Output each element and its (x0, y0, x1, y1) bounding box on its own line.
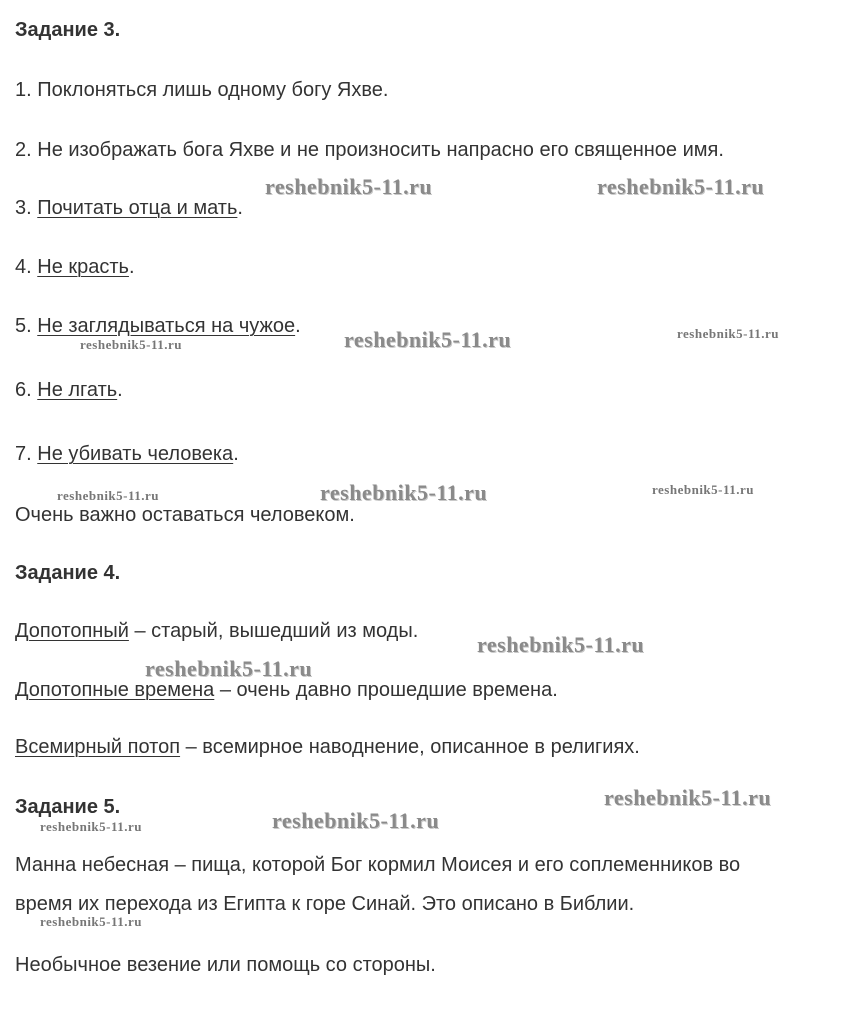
watermark: reshebnik5-11.ru (272, 808, 440, 833)
item-text: Не изображать бога Яхве и не произносить напрасно его священное имя. (37, 139, 724, 161)
task3-conclusion: Очень важно оставаться человеком. (15, 504, 355, 526)
def-term: Допотопный (15, 620, 129, 642)
task3-item-5 (15, 314, 301, 338)
item-underlined-text: Не заглядываться на чужое (37, 315, 296, 337)
item-underlined-text: Не лгать (37, 379, 118, 401)
watermark: reshebnik5-11.ru (320, 480, 488, 505)
task3-item-7 (15, 442, 239, 466)
item-number: 1. (15, 79, 38, 101)
item-number: 3. (15, 197, 38, 219)
item-punct: . (117, 379, 123, 401)
task4-heading: Задание 4. (15, 562, 121, 584)
task3-item-2 (15, 138, 724, 162)
item-punct: . (237, 197, 243, 219)
item-number: 7. (15, 443, 38, 465)
task4-def-1 (15, 619, 418, 643)
def-text: – старый, вышедший из моды. (128, 620, 419, 642)
watermark: reshebnik5-11.ru (477, 632, 645, 657)
task5-paragraph-line-2: время их перехода из Египта к горе Синай. Это описано в Библии. (15, 893, 635, 915)
watermark: reshebnik5-11.ru (604, 785, 772, 810)
def-text: – очень давно прошедшие времена. (214, 679, 558, 701)
def-text: – всемирное наводнение, описанное в религиях. (180, 736, 640, 758)
watermark: reshebnik5-11.ru (80, 337, 183, 352)
watermark: reshebnik5-11.ru (597, 174, 765, 199)
watermark: reshebnik5-11.ru (57, 488, 160, 503)
def-term: Допотопные времена (15, 679, 215, 701)
watermark: reshebnik5-11.ru (145, 656, 313, 681)
item-punct: . (295, 315, 301, 337)
task3-item-3 (15, 196, 243, 220)
item-number: 4. (15, 256, 38, 278)
item-number: 2. (15, 139, 38, 161)
item-underlined-text: Почитать отца и мать (37, 197, 238, 219)
item-text: Поклоняться лишь одному богу Яхве. (37, 79, 389, 101)
task5-paragraph-line-1: Манна небесная – пища, которой Бог кормил Моисея и его соплеменников во (15, 854, 741, 876)
watermark: reshebnik5-11.ru (40, 914, 143, 929)
task3-item-4 (15, 255, 135, 279)
item-underlined-text: Не красть (37, 256, 129, 278)
task3-item-1 (15, 78, 388, 102)
watermark: reshebnik5-11.ru (652, 482, 755, 497)
task3-heading: Задание 3. (15, 19, 121, 41)
item-underlined-text: Не убивать человека (37, 443, 234, 465)
task5-paragraph-2: Необычное везение или помощь со стороны. (15, 954, 436, 976)
item-punct: . (128, 256, 135, 278)
task5-heading: Задание 5. (15, 796, 121, 818)
watermark: reshebnik5-11.ru (344, 327, 512, 352)
watermark: reshebnik5-11.ru (677, 326, 780, 341)
task4-def-3 (15, 735, 640, 759)
def-term: Всемирный потоп (15, 736, 181, 758)
item-punct: . (233, 443, 239, 465)
watermark: reshebnik5-11.ru (40, 819, 143, 834)
watermark: reshebnik5-11.ru (265, 174, 433, 199)
item-number: 6. (15, 379, 38, 401)
item-number: 5. (15, 315, 38, 337)
task3-item-6 (15, 378, 123, 402)
